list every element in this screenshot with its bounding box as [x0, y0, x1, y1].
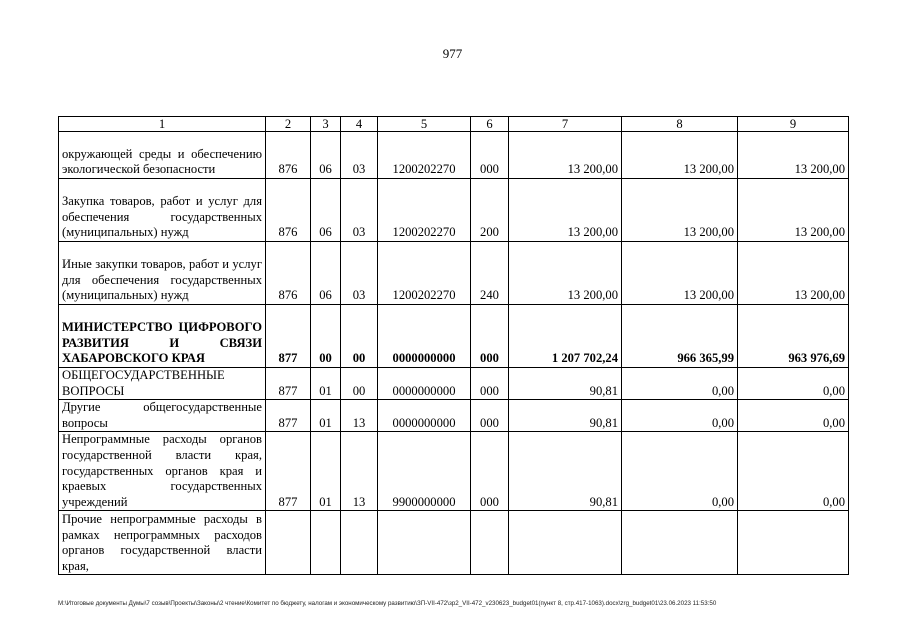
amount-col9-cell: 13 200,00 — [738, 132, 849, 179]
table-row — [59, 511, 849, 575]
target-article-cell: 0000000000 — [378, 305, 471, 368]
expense-type-cell: 000 — [471, 368, 509, 400]
table-row — [59, 368, 849, 400]
amount-col7-cell: 13 200,00 — [509, 132, 622, 179]
amount-col9-cell: 963 976,69 — [738, 305, 849, 368]
header-cell: 3 — [311, 117, 341, 132]
expense-type-cell: 000 — [471, 432, 509, 511]
gr-code-cell: 877 — [266, 432, 311, 511]
header-cell: 8 — [622, 117, 738, 132]
amount-col8-cell: 13 200,00 — [622, 132, 738, 179]
subsection-code-cell — [341, 511, 378, 575]
expense-type-cell — [471, 511, 509, 575]
table-row — [59, 132, 849, 179]
amount-col7-cell — [509, 511, 622, 575]
page-number: 977 — [442, 46, 463, 61]
gr-code-cell: 877 — [266, 305, 311, 368]
amount-col8-cell: 966 365,99 — [622, 305, 738, 368]
subsection-code-cell: 03 — [341, 179, 378, 242]
row-name-cell: Непрограммные расходы органов государственной власти края, государственных органов края и краевых государственных учреждений — [59, 432, 266, 511]
table-row — [59, 242, 849, 305]
section-code-cell: 01 — [311, 432, 341, 511]
header-cell: 5 — [378, 117, 471, 132]
amount-col7-cell: 90,81 — [509, 400, 622, 432]
row-name-cell: окружающей среды и обеспечению экологической безопасности — [59, 132, 266, 179]
subsection-code-cell: 00 — [341, 305, 378, 368]
amount-col8-cell: 0,00 — [622, 432, 738, 511]
header-cell: 9 — [738, 117, 849, 132]
expense-type-cell: 000 — [471, 400, 509, 432]
subsection-code-cell: 03 — [341, 132, 378, 179]
row-name-cell: Иные закупки товаров, работ и услуг для обеспечения государственных (муниципальных) нужд — [59, 242, 266, 305]
subsection-code-cell: 13 — [341, 400, 378, 432]
header-cell: 4 — [341, 117, 378, 132]
amount-col8-cell: 13 200,00 — [622, 242, 738, 305]
header-cell: 6 — [471, 117, 509, 132]
target-article-cell: 9900000000 — [378, 432, 471, 511]
row-name-cell: Закупка товаров, работ и услуг для обеспечения государственных (муниципальных) нужд — [59, 179, 266, 242]
amount-col7-cell: 13 200,00 — [509, 242, 622, 305]
subsection-code-cell: 13 — [341, 432, 378, 511]
amount-col9-cell: 0,00 — [738, 368, 849, 400]
section-code-cell: 06 — [311, 179, 341, 242]
gr-code-cell: 877 — [266, 368, 311, 400]
target-article-cell: 1200202270 — [378, 242, 471, 305]
table-row — [59, 400, 849, 432]
amount-col9-cell: 0,00 — [738, 400, 849, 432]
section-code-cell — [311, 511, 341, 575]
subsection-code-cell: 03 — [341, 242, 378, 305]
amount-col8-cell: 0,00 — [622, 400, 738, 432]
header-cell: 2 — [266, 117, 311, 132]
section-code-cell: 01 — [311, 400, 341, 432]
row-name-cell: Другие общегосударственные вопросы — [59, 400, 266, 432]
file-path-footer: M:\Итоговые документы Думы\7 созыв\Проекты\Законы\2 чтение\Комитет по бюджету, налогам и экономическому развитию\ЗП-VII-472\зр2_VII-472_v230623_budget01(пункт 8, стр.417-1063).docx\zrg_budget01\23.06.2023 11:53:50 — [58, 600, 717, 607]
gr-code-cell: 876 — [266, 242, 311, 305]
amount-col8-cell — [622, 511, 738, 575]
section-code-cell: 00 — [311, 305, 341, 368]
table-body — [59, 132, 849, 575]
table-row — [59, 432, 849, 511]
table-row — [59, 305, 849, 368]
expense-type-cell: 200 — [471, 179, 509, 242]
budget-table — [58, 116, 849, 575]
row-name-cell: ОБЩЕГОСУДАРСТВЕННЫЕ ВОПРОСЫ — [59, 368, 266, 400]
gr-code-cell: 877 — [266, 400, 311, 432]
amount-col9-cell: 0,00 — [738, 432, 849, 511]
section-code-cell: 06 — [311, 242, 341, 305]
header-cell: 1 — [59, 117, 266, 132]
amount-col8-cell: 0,00 — [622, 368, 738, 400]
expense-type-cell: 240 — [471, 242, 509, 305]
amount-col7-cell: 90,81 — [509, 368, 622, 400]
amount-col9-cell — [738, 511, 849, 575]
target-article-cell — [378, 511, 471, 575]
target-article-cell: 0000000000 — [378, 400, 471, 432]
gr-code-cell: 876 — [266, 179, 311, 242]
row-name-cell: Прочие непрограммные расходы в рамках непрограммных расходов органов государственной власти края, — [59, 511, 266, 575]
target-article-cell: 1200202270 — [378, 132, 471, 179]
subsection-code-cell: 00 — [341, 368, 378, 400]
amount-col7-cell: 13 200,00 — [509, 179, 622, 242]
section-code-cell: 01 — [311, 368, 341, 400]
header-row — [59, 117, 849, 132]
expense-type-cell: 000 — [471, 132, 509, 179]
amount-col9-cell: 13 200,00 — [738, 242, 849, 305]
gr-code-cell — [266, 511, 311, 575]
header-cell: 7 — [509, 117, 622, 132]
target-article-cell: 1200202270 — [378, 179, 471, 242]
amount-col8-cell: 13 200,00 — [622, 179, 738, 242]
gr-code-cell: 876 — [266, 132, 311, 179]
amount-col7-cell: 1 207 702,24 — [509, 305, 622, 368]
table-row — [59, 179, 849, 242]
section-code-cell: 06 — [311, 132, 341, 179]
target-article-cell: 0000000000 — [378, 368, 471, 400]
row-name-cell: МИНИСТЕРСТВО ЦИФРОВОГО РАЗВИТИЯ И СВЯЗИ ХАБАРОВСКОГО КРАЯ — [59, 305, 266, 368]
expense-type-cell: 000 — [471, 305, 509, 368]
amount-col7-cell: 90,81 — [509, 432, 622, 511]
amount-col9-cell: 13 200,00 — [738, 179, 849, 242]
